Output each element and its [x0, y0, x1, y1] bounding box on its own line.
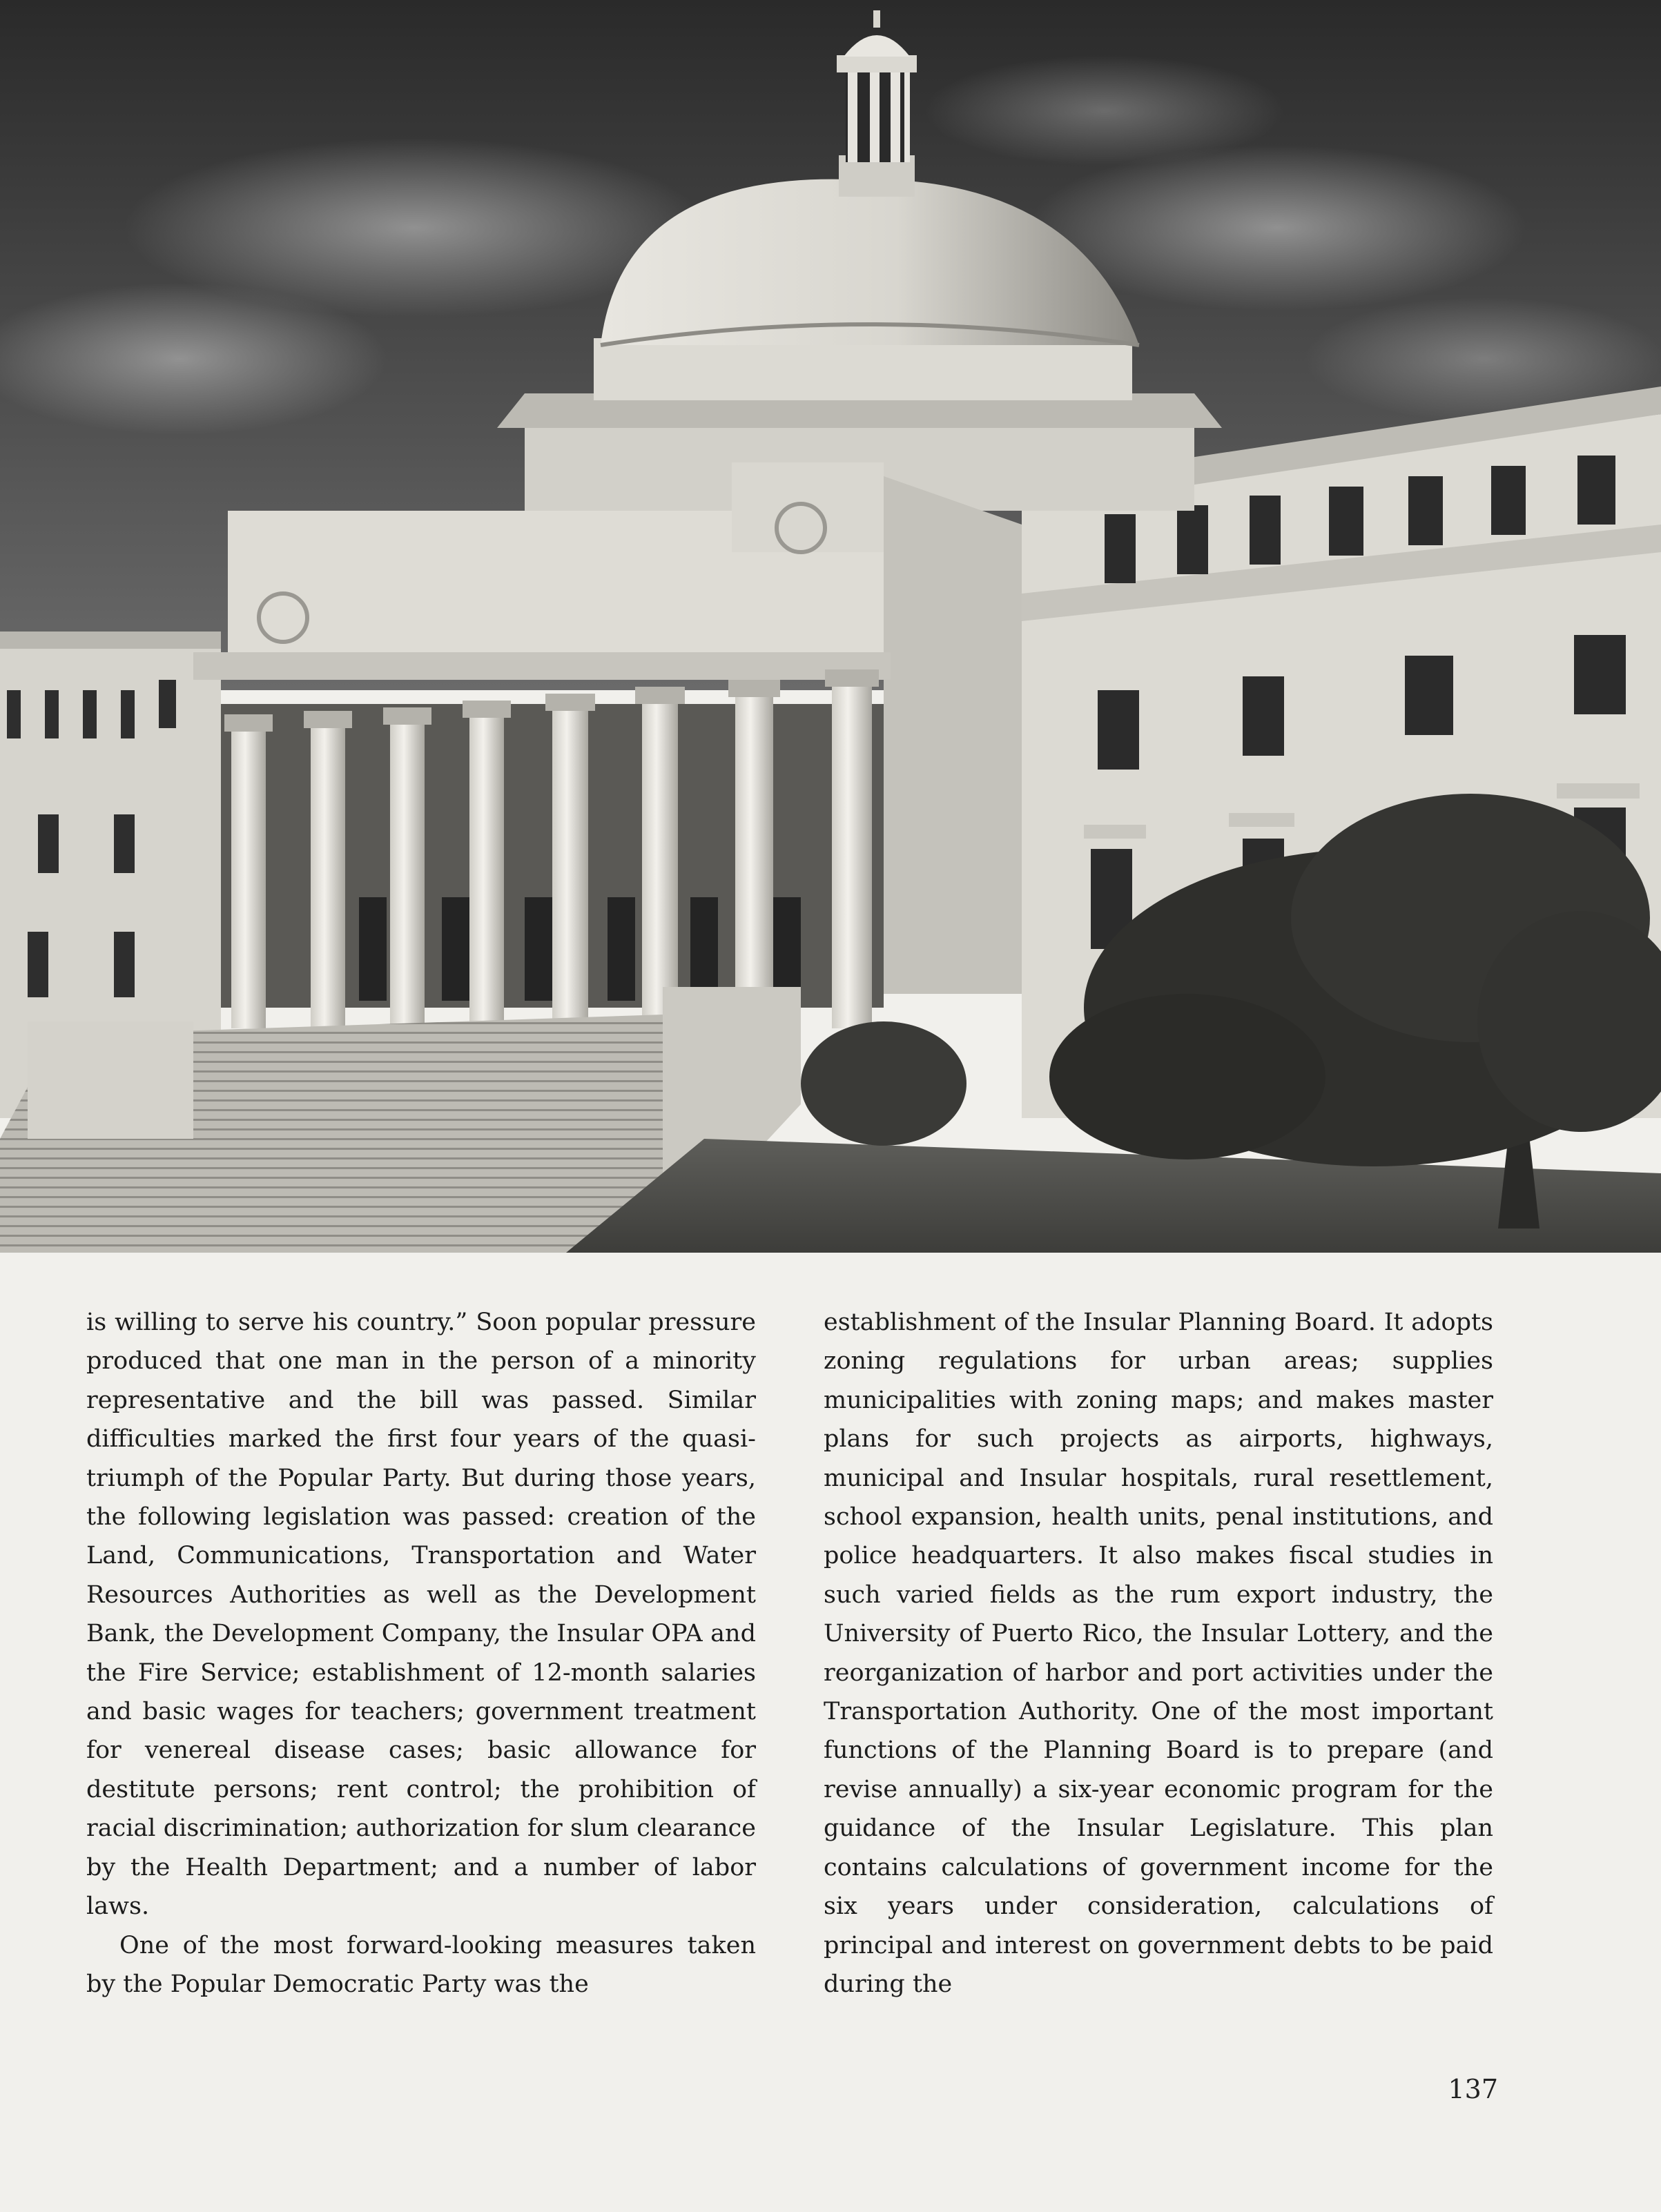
left-text-column	[86, 1303, 756, 2004]
page-number: 137	[1448, 2074, 1498, 2104]
paragraph: is willing to serve his country.” Soon popular pressure produced that one man in the person of a minority representative and the bill was passed. Similar difficulties marked the first four years of the quasi-triumph of the Popular Party. But during those years, the following legislation was passed: creation of the Land, Communications, Transportation and Water Resources Authorities as well as the Development Bank, the Development Company, the Insular OPA and the Fire Service; establishment of 12-month salaries and basic wages for teachers; government treatment for venereal disease cases; basic allowance for destitute persons; rent control; the prohibition of racial discrimination; authorization for slum clearance by the Health Department; and a number of labor laws.	[86, 1309, 756, 1921]
paragraph: One of the most forward-looking measures taken by the Popular Democratic Party was the	[86, 1931, 756, 1998]
right-text-column	[824, 1303, 1493, 2004]
paragraph: establishment of the Insular Planning Board. It adopts zoning regulations for urban areas; supplies municipalities with zoning maps; and makes master plans for such projects as airports, highways, municipal and Insular hospitals, rural resettlement, school expansion, health units, penal institutions, and police headquarters. It also makes fiscal studies in such varied fields as the rum export industry, the University of Puerto Rico, the Insular Lottery, and the reorganization of harbor and port activities under the Transportation Authority. One of the most important functions of the Planning Board is to prepare (and revise annually) a six-year economic program for the guidance of the Insular Legislature. This plan contains calculations of government income for the six years under consideration, calculations of principal and interest on government debts to be paid during the	[824, 1309, 1493, 1998]
